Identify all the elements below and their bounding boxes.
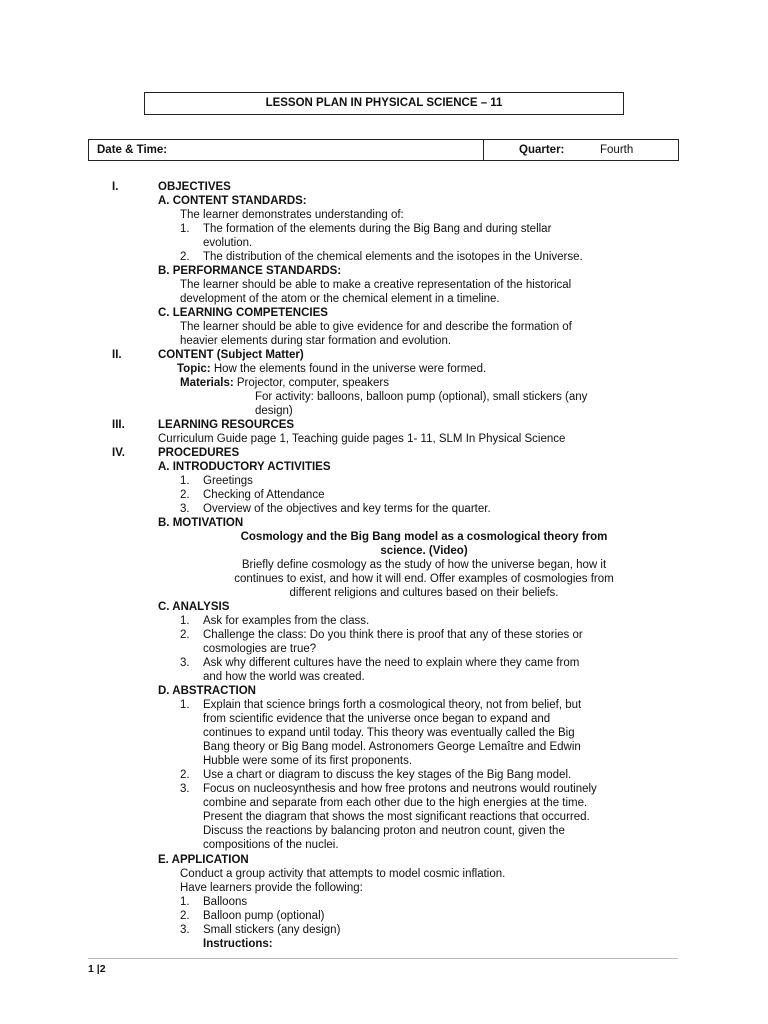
date-quarter-table — [88, 139, 679, 161]
video-heading: science. (Video) — [380, 545, 468, 557]
list-item: from scientific evidence that the universe once began to expand and — [203, 713, 551, 725]
list-item: continues to expand until today. This theory was eventually called the Big — [203, 727, 575, 739]
subsection-heading: C. ANALYSIS — [158, 601, 230, 613]
paragraph: Conduct a group activity that attempts to model cosmic inflation. — [180, 868, 506, 880]
list-item: Overview of the objectives and key terms for the quarter. — [203, 503, 491, 515]
list-item: and how the world was created. — [203, 671, 365, 683]
list-item: Checking of Attendance — [203, 489, 325, 501]
list-number: 1. — [180, 896, 190, 908]
list-item: Use a chart or diagram to discuss the key stages of the Big Bang model. — [203, 769, 572, 781]
topic-label: Topic: — [177, 363, 211, 375]
quarter-value: Fourth — [600, 144, 634, 156]
paragraph: For activity: balloons, balloon pump (optional), small stickers (any — [255, 391, 588, 403]
list-item: Bang theory or Big Bang model. Astronomers George Lemaître and Edwin — [203, 741, 581, 753]
section-heading: PROCEDURES — [158, 447, 240, 459]
list-number: 2. — [180, 629, 190, 641]
list-item: The distribution of the chemical elements and the isotopes in the Universe. — [203, 251, 583, 263]
subsection-heading: A. INTRODUCTORY ACTIVITIES — [158, 461, 331, 473]
subsection-heading: D. ABSTRACTION — [158, 685, 256, 697]
list-item: Ask for examples from the class. — [203, 615, 370, 627]
paragraph: development of the atom or the chemical element in a timeline. — [180, 293, 500, 305]
date-time-label: Date & Time: — [97, 144, 168, 156]
quarter-label: Quarter: — [519, 144, 565, 156]
subsection-heading: C. LEARNING COMPETENCIES — [158, 307, 328, 319]
paragraph: The learner should be able to give evidence for and describe the formation of — [180, 321, 572, 333]
paragraph: heavier elements during star formation and evolution. — [180, 335, 452, 347]
list-item: The formation of the elements during the Big Bang and during stellar — [203, 223, 552, 235]
list-item: Focus on nucleosynthesis and how free protons and neutrons would routinely — [203, 783, 597, 795]
topic-text: How the elements found in the universe were formed. — [210, 363, 487, 375]
list-item: cosmologies are true? — [203, 643, 317, 655]
section-heading: CONTENT (Subject Matter) — [158, 349, 304, 361]
list-number: 1. — [180, 223, 190, 235]
table-divider — [483, 140, 484, 160]
list-number: 1. — [180, 475, 190, 487]
video-heading: Cosmology and the Big Bang model as a cosmological theory from — [240, 531, 608, 543]
list-number: 2. — [180, 910, 190, 922]
section-number: II. — [112, 349, 122, 361]
subsection-heading: A. CONTENT STANDARDS: — [158, 195, 307, 207]
section-number: IV. — [112, 447, 126, 459]
list-item: Small stickers (any design) — [203, 924, 341, 936]
paragraph: The learner should be able to make a creative representation of the historical — [180, 279, 572, 291]
list-item: Ask why different cultures have the need to explain where they came from — [203, 657, 580, 669]
section-heading: OBJECTIVES — [158, 181, 231, 193]
materials-line — [180, 376, 389, 390]
instructions-heading: Instructions: — [203, 938, 273, 950]
list-item: Hubble were some of its first proponents. — [203, 755, 413, 767]
section-number: I. — [112, 181, 119, 193]
list-number: 1. — [180, 615, 190, 627]
paragraph: different religions and cultures based on their beliefs. — [289, 587, 559, 599]
paragraph: design) — [255, 405, 293, 417]
list-item: Discuss the reactions by balancing proton and neutron count, given the — [203, 825, 565, 837]
list-item: Explain that science brings forth a cosmological theory, not from belief, but — [203, 699, 582, 711]
list-number: 2. — [180, 769, 190, 781]
list-item: compositions of the nuclei. — [203, 839, 339, 851]
subsection-heading: B. PERFORMANCE STANDARDS: — [158, 265, 342, 277]
list-number: 3. — [180, 657, 190, 669]
materials-text: Projector, computer, speakers — [233, 377, 390, 389]
footer-divider — [88, 958, 678, 959]
subsection-heading: B. MOTIVATION — [158, 517, 244, 529]
subsection-heading: E. APPLICATION — [158, 854, 249, 866]
list-number: 2. — [180, 489, 190, 501]
list-item: Balloon pump (optional) — [203, 910, 325, 922]
document-title: LESSON PLAN IN PHYSICAL SCIENCE – 11 — [144, 92, 624, 115]
list-item: Present the diagram that shows the most significant reactions that occurred. — [203, 811, 590, 823]
list-item: evolution. — [203, 237, 253, 249]
list-item: Challenge the class: Do you think there is proof that any of these stories or — [203, 629, 583, 641]
section-number: III. — [112, 419, 125, 431]
list-number: 3. — [180, 503, 190, 515]
list-number: 2. — [180, 251, 190, 263]
list-item: Greetings — [203, 475, 253, 487]
list-item: Balloons — [203, 896, 248, 908]
list-number: 3. — [180, 783, 190, 795]
paragraph: continues to exist, and how it will end. Offer examples of cosmologies from — [234, 573, 614, 585]
paragraph: The learner demonstrates understanding of: — [180, 209, 404, 221]
list-item: combine and separate from each other due to the high energies at the time. — [203, 797, 588, 809]
paragraph: Briefly define cosmology as the study of how the universe began, how it — [241, 559, 607, 571]
paragraph: Have learners provide the following: — [180, 882, 363, 894]
list-number: 1. — [180, 699, 190, 711]
section-heading: LEARNING RESOURCES — [158, 419, 295, 431]
materials-label: Materials: — [180, 377, 234, 389]
list-number: 3. — [180, 924, 190, 936]
paragraph: Curriculum Guide page 1, Teaching guide pages 1- 11, SLM In Physical Science — [158, 433, 566, 445]
topic-line — [177, 362, 486, 376]
page-number: 1 |2 — [88, 963, 106, 975]
